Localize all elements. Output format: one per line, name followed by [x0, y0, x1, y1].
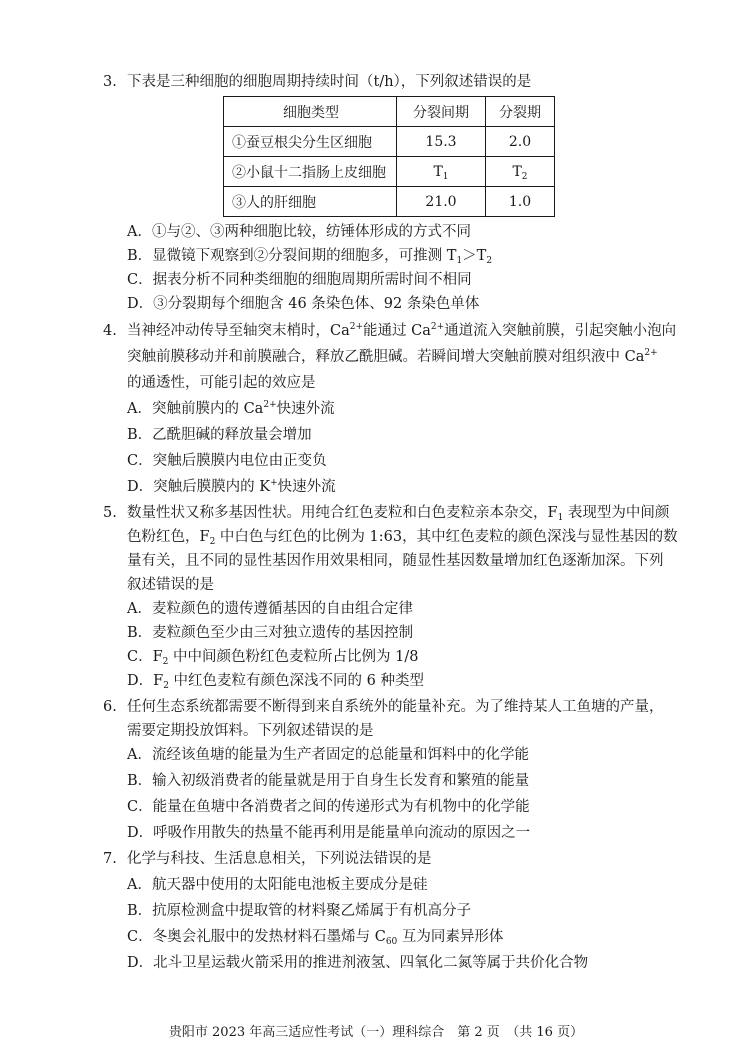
q4-option-a: A．突触前膜内的 $Ca^{2+}$快速外流	[127, 400, 335, 417]
q3-number: 3.	[103, 74, 117, 90]
q5-stem-line-4: 叙述错误的是	[127, 577, 214, 593]
table-header-row	[224, 97, 555, 127]
q4-stem-line-1: 当神经冲动传导至轴突末梢时，$Ca^{2+}$能通过 $Ca^{2+}$通道流入突触前膜，引起突触小泡向	[127, 322, 677, 339]
q3-option-d: D．③分裂期每个细胞含 46 条染色体、92 条染色单体	[127, 296, 480, 312]
table-cell: ②小鼠十二指肠上皮细胞	[224, 157, 397, 187]
q5-option-d: D．$F_2$ 中红色麦粒有颜色深浅不同的 6 种类型	[127, 673, 424, 691]
table-cell: $T_1$	[397, 157, 486, 187]
q3-stem: 下表是三种细胞的细胞周期持续时间（t/h），下列叙述错误的是	[127, 74, 532, 90]
q3-option-a: A．①与②、③两种细胞比较，纺锤体形成的方式不同	[127, 224, 471, 240]
table-cell: ①蚕豆根尖分生区细胞	[224, 127, 397, 157]
table-cell: 1.0	[486, 187, 555, 217]
q4-number: 4.	[103, 323, 117, 339]
table-cell: 21.0	[397, 187, 486, 217]
table-header-mitosis: 分裂期	[486, 97, 555, 127]
table-row	[224, 187, 555, 217]
q3-option-c: C．据表分析不同种类细胞的细胞周期所需时间不相同	[127, 272, 472, 288]
q3-option-b: B．显微镜下观察到②分裂间期的细胞多，可推测 $T_1>T_2$	[127, 248, 493, 266]
table-cell: 2.0	[486, 127, 555, 157]
table-cell: 15.3	[397, 127, 486, 157]
q6-stem-line-1: 任何生态系统都需要不断得到来自系统外的能量补充。为了维持某人工鱼塘的产量，	[127, 699, 664, 715]
q7-stem: 化学与科技、生活息息相关，下列说法错误的是	[127, 851, 432, 867]
table-row	[224, 127, 555, 157]
q4-stem-line-3: 的通透性，可能引起的效应是	[127, 375, 316, 391]
q6-option-b: B．输入初级消费者的能量就是用于自身生长发育和繁殖的能量	[127, 773, 530, 789]
table-row	[224, 157, 555, 187]
q7-number: 7.	[103, 851, 117, 867]
q5-stem-line-3: 量有关，且不同的显性基因作用效果相同，随显性基因数量增加红色逐渐加深。下列	[127, 553, 664, 569]
table-header-cell-type: 细胞类型	[224, 97, 397, 127]
q4-option-c: C．突触后膜膜内电位由正变负	[127, 453, 327, 469]
q5-number: 5.	[103, 505, 117, 521]
q4-option-d: D．突触后膜膜内的 K+快速外流	[127, 478, 336, 495]
q5-option-c: C．$F_2$ 中中间颜色粉红色麦粒所占比例为 1/8	[127, 649, 419, 667]
table-header-interphase: 分裂间期	[397, 97, 486, 127]
q5-stem-line-1: 数量性状又称多基因性状。用纯合红色麦粒和白色麦粒亲本杂交，$F_1$ 表现型为中间颜	[127, 505, 670, 523]
q6-option-c: C．能量在鱼塘中各消费者之间的传递形式为有机物中的化学能	[127, 799, 530, 815]
q7-option-a: A．航天器中使用的太阳能电池板主要成分是硅	[127, 877, 428, 893]
cell-cycle-table	[223, 96, 555, 217]
q6-option-d: D．呼吸作用散失的热量不能再利用是能量单向流动的原因之一	[127, 825, 531, 841]
q5-option-b: B．麦粒颜色至少由三对独立遗传的基因控制	[127, 625, 414, 641]
q5-stem-line-2: 色粉红色，$F_2$ 中白色与红色的比例为 1:63，其中红色麦粒的颜色深浅与显性基因的数	[127, 529, 678, 547]
q6-option-a: A．流经该鱼塘的能量为生产者固定的总能量和饵料中的化学能	[127, 747, 529, 763]
page-footer: 贵阳市 2023 年高三适应性考试（一）理科综合 第 2 页 （共 16 页）	[168, 1025, 584, 1040]
q6-number: 6.	[103, 699, 117, 715]
q5-option-a: A．麦粒颜色的遗传遵循基因的自由组合定律	[127, 601, 413, 617]
q4-stem-line-2: 突触前膜移动并和前膜融合，释放乙酰胆碱。若瞬间增大突触前膜对组织液中 $Ca^{2+}$	[127, 348, 658, 365]
q4-option-b: B．乙酰胆碱的释放量会增加	[127, 427, 312, 443]
q6-stem-line-2: 需要定期投放饵料。下列叙述错误的是	[127, 723, 374, 739]
table-cell: $T_2$	[486, 157, 555, 187]
q7-option-c: C．冬奥会礼服中的发热材料石墨烯与 $C_{60}$ 互为同素异形体	[127, 929, 504, 947]
table-cell: ③人的肝细胞	[224, 187, 397, 217]
q7-option-b: B．抗原检测盒中提取管的材料聚乙烯属于有机高分子	[127, 903, 472, 919]
q7-option-d: D．北斗卫星运载火箭采用的推进剂液氢、四氧化二氮等属于共价化合物	[127, 955, 589, 971]
